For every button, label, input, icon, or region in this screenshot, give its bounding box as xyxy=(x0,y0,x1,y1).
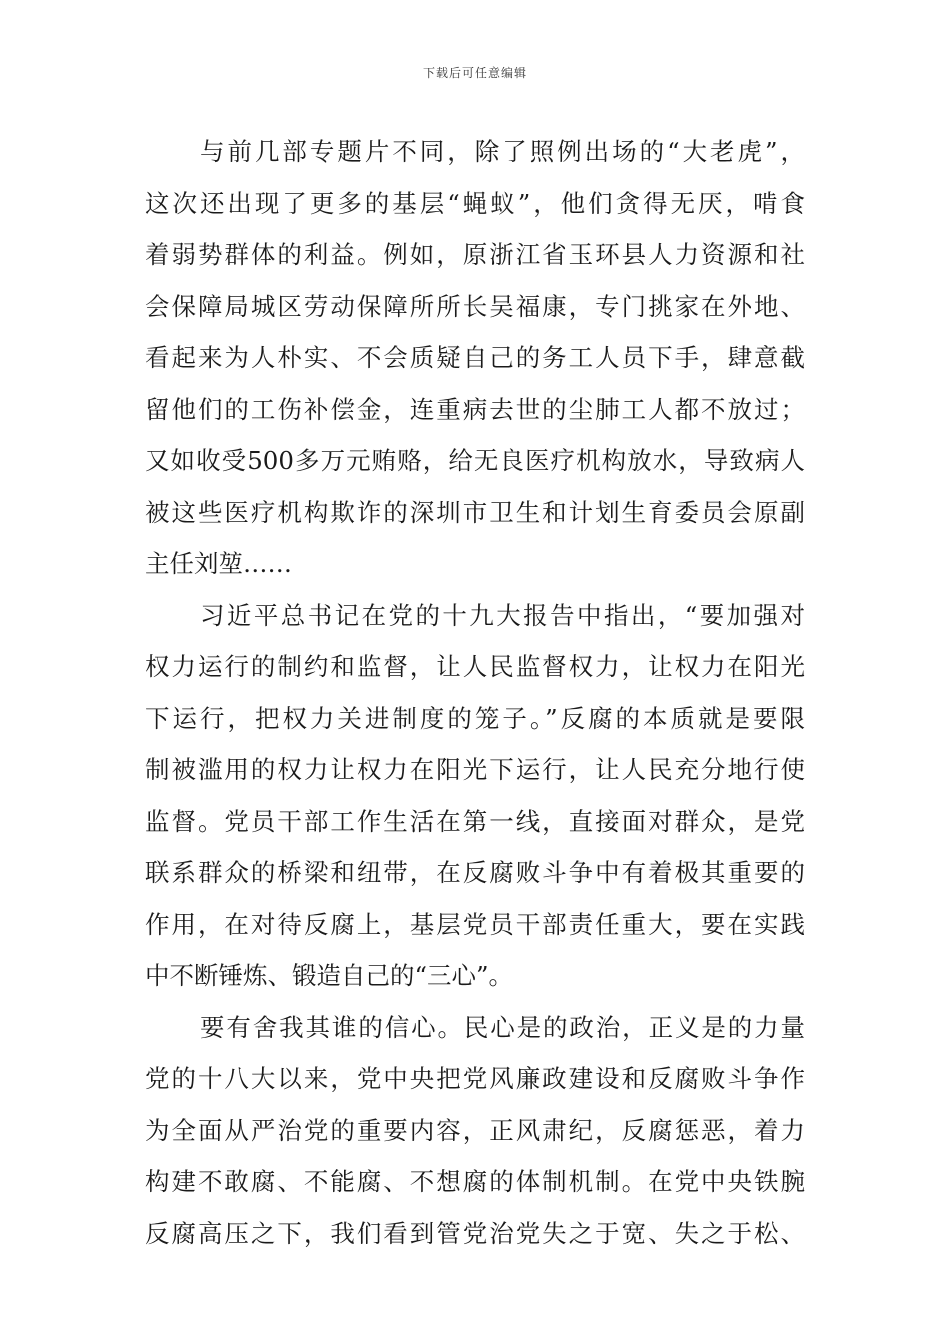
text-line: 会保障局城区劳动保障所所长吴福康，专门挑家在外地、 xyxy=(145,291,805,321)
text-line: 这次还出现了更多的基层“蝇蚁”，他们贪得无厌，啃食 xyxy=(145,188,805,218)
text-line: 要有舍我其谁的信心。民心是的政治，正义是的力量 xyxy=(200,1012,805,1042)
text-line: 习近平总书记在党的十九大报告中指出，“要加强对 xyxy=(200,600,805,630)
text-line: 留他们的工伤补偿金，连重病去世的尘肺工人都不放过； xyxy=(145,394,805,424)
text-line: 又如收受500多万元贿赂，给无良医疗机构放水，导致病人 xyxy=(145,446,805,475)
text-line: 被这些医疗机构欺诈的深圳市卫生和计划生育委员会原副 xyxy=(145,497,805,527)
document-body xyxy=(145,126,805,1259)
text-line: 监督。党员干部工作生活在第一线，直接面对群众，是党 xyxy=(145,806,805,836)
text-line: 作用，在对待反腐上，基层党员干部责任重大，要在实践 xyxy=(145,909,805,939)
text-line: 看起来为人朴实、不会质疑自己的务工人员下手，肆意截 xyxy=(145,343,805,372)
page-header: 下载后可任意编辑 xyxy=(422,66,527,80)
paragraph-1 xyxy=(145,126,805,590)
paragraph-2 xyxy=(145,590,805,1002)
text-line: 反腐高压之下，我们看到管党治党失之于宽、失之于松、 xyxy=(145,1218,805,1248)
text-line: 党的十八大以来，党中央把党风廉政建设和反腐败斗争作 xyxy=(145,1064,805,1093)
text-line: 权力运行的制约和监督，让人民监督权力，让权力在阳光 xyxy=(145,652,805,681)
paragraph-3 xyxy=(145,1002,805,1260)
text-line: 构建不敢腐、不能腐、不想腐的体制机制。在党中央铁腕 xyxy=(145,1167,805,1196)
text-line: 中不断锤炼、锻造自己的“三心”。 xyxy=(145,961,514,990)
text-line: 为全面从严治党的重要内容，正风肃纪，反腐惩恶，着力 xyxy=(145,1115,805,1145)
text-line: 下运行，把权力关进制度的笼子。”反腐的本质就是要限 xyxy=(145,703,805,733)
text-line: 与前几部专题片不同，除了照例出场的“大老虎”， xyxy=(200,137,805,166)
text-line: 联系群众的桥梁和纽带，在反腐败斗争中有着极其重要的 xyxy=(145,858,805,887)
text-line: 制被滥用的权力让权力在阳光下运行，让人民充分地行使 xyxy=(145,755,805,784)
text-line: 着弱势群体的利益。例如，原浙江省玉环县人力资源和社 xyxy=(145,240,805,269)
text-line: 主任刘堃…… xyxy=(145,549,292,578)
